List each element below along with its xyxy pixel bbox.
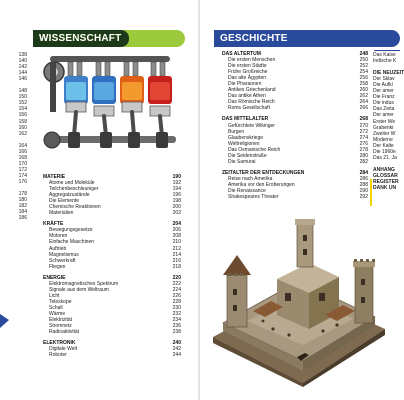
- toc-entry: [43, 264, 181, 270]
- toc-entry-page: 258: [359, 81, 368, 88]
- toc-entry-page: 272: [359, 128, 368, 135]
- toc-entry-label: Roboter: [49, 352, 67, 359]
- toc-entry-label: Magnetismus: [49, 251, 79, 258]
- toc-entry-label: Auftrieb: [49, 245, 67, 252]
- cut-off-entry: Die 1960e: [373, 148, 396, 155]
- toc-entry-label: Licht: [49, 292, 60, 299]
- cut-off-section-title: ANHANG: [373, 166, 395, 173]
- toc-entry-label: Bewegungsgesetze: [49, 227, 93, 234]
- section-title: ZEITALTER DER ENTDECKUNGEN: [222, 169, 305, 176]
- toc-entry-label: Materialien: [49, 210, 74, 217]
- toc-entry-label: Antikes Griechenland: [228, 87, 276, 94]
- toc-entry-page: 266: [359, 105, 368, 112]
- toc-entry-page: 264: [359, 99, 368, 106]
- toc-entry-label: Aggregatzustände: [49, 192, 90, 199]
- toc-entry-page: 196: [172, 192, 181, 199]
- toc-entry-label: Das alte Ägypten: [228, 75, 267, 82]
- toc-entry-page: 278: [359, 146, 368, 153]
- section-page-number: 190: [172, 174, 181, 180]
- toc-entry-label: Die Seidenstraße: [228, 152, 267, 159]
- toc-entry-label: Wärme: [49, 310, 66, 317]
- toc-entry-label: Amerika vor den Eroberungen: [228, 181, 295, 188]
- toc-entry-label: Radioaktivität: [49, 329, 80, 336]
- toc-entry-page: 224: [172, 286, 181, 293]
- cut-off-entry: Die Aufkl: [373, 82, 393, 89]
- page-number: 156: [18, 112, 27, 119]
- page-number: 164: [18, 142, 27, 149]
- page-number: 160: [18, 124, 27, 131]
- cut-off-entry: Das Zeita: [373, 106, 395, 113]
- toc-entry-label: Burgen: [228, 128, 245, 135]
- toc-entry-page: 208: [172, 233, 181, 240]
- cut-off-section-title: DANK UN: [373, 185, 397, 192]
- toc-entry-page: 274: [359, 134, 368, 141]
- cut-off-entry: Die Franz: [373, 94, 395, 101]
- engine-illustration: [44, 52, 180, 160]
- page-number: 162: [18, 130, 27, 137]
- page-number: 152: [18, 100, 27, 107]
- toc-entry-page: 234: [172, 317, 181, 324]
- toc-entry-label: Atome und Moleküle: [49, 180, 95, 187]
- toc-entry-page: 198: [172, 198, 181, 205]
- section-page-number: 220: [172, 274, 181, 281]
- toc-entry-label: Glaubenskriege: [228, 134, 264, 141]
- cut-off-section-title: GLOSSAR: [373, 172, 398, 179]
- toc-entry-page: 192: [172, 180, 181, 187]
- toc-entry-label: Schall: [49, 304, 63, 311]
- toc-entry-page: 244: [172, 352, 181, 359]
- page-number: 138: [18, 52, 27, 58]
- toc-entry-page: 214: [172, 251, 181, 258]
- toc-entry-label: Teilchenbeschleuniger: [49, 186, 99, 193]
- toc-entry-page: 202: [172, 210, 181, 217]
- toc-entry-label: Elektrizität: [49, 317, 73, 324]
- toc-entry-page: 218: [172, 263, 181, 270]
- cut-off-entry: Das Kaise: [373, 52, 396, 58]
- toc-entry-page: 238: [172, 329, 181, 336]
- page-number: 172: [18, 166, 27, 173]
- cut-off-section-title: REGISTER: [373, 178, 399, 185]
- toc-entry-label: Shakespeares Theater: [228, 194, 279, 201]
- section-page-number: 248: [359, 51, 368, 57]
- toc-entry-label: Weltreligionen: [228, 140, 260, 147]
- left-table-of-contents: [43, 174, 181, 363]
- cut-off-entry: Indische K: [373, 58, 397, 65]
- toc-entry-label: Die ersten Städte: [228, 63, 267, 70]
- toc-entry-label: Die Samurai: [228, 158, 256, 165]
- toc-entry-label: Digitale Welt: [49, 346, 77, 353]
- section-header-geschichte: GESCHICHTE: [214, 30, 400, 47]
- cut-off-entry: Der Kalte: [373, 142, 394, 149]
- toc-entry-label: Einfache Maschinen: [49, 239, 95, 246]
- toc-entry-label: Die Pharaonen: [228, 81, 262, 88]
- toc-entry-label: Schwerkraft: [49, 257, 76, 264]
- cut-off-entry: Zweiter W: [373, 130, 396, 137]
- toc-entry-label: Reise nach Amerika: [228, 175, 273, 182]
- toc-entry-page: 210: [172, 239, 181, 246]
- cut-off-entry: Grabenkr: [373, 124, 394, 131]
- page-number: 140: [18, 58, 27, 65]
- page-edge-graphic: [0, 312, 10, 330]
- cut-off-entry: Der amer: [373, 88, 394, 95]
- toc-entry-page: 290: [359, 187, 368, 194]
- toc-entry-page: 260: [359, 87, 368, 94]
- section-page-number: 240: [172, 340, 181, 347]
- toc-entry-label: Motoren: [49, 233, 68, 240]
- toc-entry-page: 206: [172, 227, 181, 234]
- page-number: 180: [18, 197, 27, 204]
- toc-entry-page: 232: [172, 310, 181, 317]
- toc-entry-label: Das Osmanische Reich: [228, 146, 281, 153]
- toc-entry-page: 254: [359, 69, 368, 76]
- page-number: 166: [18, 148, 27, 155]
- toc-entry: [222, 194, 368, 200]
- toc-entry-label: Elektromagnetisches Spektrum: [49, 280, 119, 287]
- page-number: 142: [18, 64, 27, 71]
- toc-entry-label: Die Elemente: [49, 198, 80, 205]
- toc-entry-label: Gefürchtete Wikinger: [228, 122, 275, 129]
- toc-entry-page: 256: [359, 75, 368, 82]
- page-number: 148: [18, 88, 27, 95]
- section-spacer: [222, 200, 368, 205]
- page-number: 184: [18, 209, 27, 216]
- toc-entry-page: 280: [359, 152, 368, 159]
- page-number: 146: [18, 76, 27, 83]
- toc-entry-label: Fliegen: [49, 263, 66, 270]
- page-number: 170: [18, 160, 27, 167]
- toc-entry-page: 222: [172, 280, 181, 287]
- section-title: MATERIE: [43, 174, 66, 180]
- toc-entry-page: 242: [172, 346, 181, 353]
- header-rule: [374, 50, 400, 51]
- page-number: 182: [18, 203, 27, 210]
- toc-entry-page: 282: [359, 158, 368, 165]
- cut-off-entry: Der amer: [373, 112, 394, 119]
- toc-entry-page: 200: [172, 204, 181, 211]
- cut-off-toc-column: [373, 52, 404, 192]
- page-number: 168: [18, 154, 27, 161]
- toc-entry-page: 250: [359, 57, 368, 64]
- toc-entry: [43, 210, 181, 216]
- page-number: 150: [18, 94, 27, 101]
- toc-entry-page: 276: [359, 140, 368, 147]
- cut-off-section-title: DIE NEUZEIT: [373, 70, 404, 77]
- section-title: DAS MITTELALTER: [222, 116, 269, 123]
- toc-entry-page: 228: [172, 298, 181, 305]
- right-table-of-contents: [222, 51, 368, 205]
- section-spacer: [43, 358, 181, 363]
- toc-entry-page: 216: [172, 257, 181, 264]
- toc-entry-page: 262: [359, 93, 368, 100]
- left-page-number-column: [15, 52, 27, 221]
- toc-entry-page: 286: [359, 175, 368, 182]
- section-title: ENERGIE: [43, 274, 66, 281]
- section-title: ELEKTRONIK: [43, 340, 76, 347]
- toc-entry-label: Signale aus dem Weltraum: [49, 286, 109, 293]
- toc-entry: [222, 105, 368, 111]
- section-title: DAS ALTERTUM: [222, 51, 261, 57]
- toc-entry-label: Das Römische Reich: [228, 99, 275, 106]
- toc-entry: [43, 352, 181, 358]
- toc-entry-page: 226: [172, 292, 181, 299]
- toc-entry-label: Frühe Großreiche: [228, 69, 268, 76]
- section-page-number: 204: [172, 221, 181, 228]
- page-number: 158: [18, 118, 27, 125]
- highlight-marker: [370, 179, 372, 206]
- castle-illustration: [213, 219, 385, 387]
- toc-entry-page: 292: [359, 194, 368, 201]
- toc-entry-label: Teleskope: [49, 298, 72, 305]
- page-number: 176: [18, 178, 27, 185]
- section-title: KRÄFTE: [43, 221, 64, 228]
- page-number: 144: [18, 70, 27, 77]
- toc-entry-label: Die Renaissance: [228, 187, 266, 194]
- cut-off-entry: Die indus: [373, 100, 394, 107]
- toc-entry-label: Das antike Athen: [228, 93, 266, 100]
- toc-entry-label: Roms Gesellschaft: [228, 105, 270, 112]
- section-page-number: 268: [359, 116, 368, 123]
- toc-entry-page: 270: [359, 122, 368, 129]
- page-number: 154: [18, 106, 27, 113]
- toc-entry: [43, 329, 181, 335]
- toc-entry-page: 252: [359, 63, 368, 70]
- cut-off-entry: Der Sklav: [373, 76, 395, 83]
- cut-off-entry: Das 21. Ja: [373, 154, 397, 161]
- cut-off-entry: Moderne: [373, 136, 393, 143]
- toc-entry-page: 230: [172, 304, 181, 311]
- section-header-wissenschaft: WISSENSCHAFT: [33, 30, 185, 47]
- section-page-number: 284: [359, 169, 368, 176]
- toc-entry-label: Chemische Reaktionen: [49, 204, 101, 211]
- toc-entry-page: 288: [359, 181, 368, 188]
- page-number: 174: [18, 172, 27, 179]
- cut-off-entry: Erster We: [373, 118, 396, 125]
- toc-entry-page: 194: [172, 186, 181, 193]
- toc-entry-page: 236: [172, 323, 181, 330]
- page-number: 178: [18, 191, 27, 198]
- page-number: 186: [18, 215, 27, 222]
- left-page: [0, 0, 200, 400]
- toc-entry-label: Die ersten Menschen: [228, 57, 276, 64]
- toc-entry-page: 212: [172, 245, 181, 252]
- toc-entry: [222, 159, 368, 165]
- toc-entry-label: Stromnetz: [49, 323, 72, 330]
